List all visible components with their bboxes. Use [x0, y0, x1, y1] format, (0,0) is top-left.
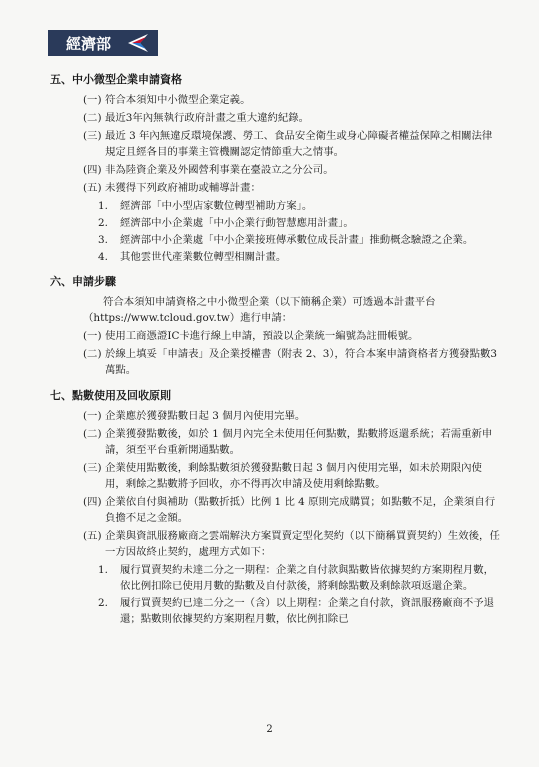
- item-text: 最近 3 年內無違反環境保護、勞工、食品安全衛生或身心障礙者權益保障之相關法律規定且經各目的事業主管機關認定情節重大之情事。: [105, 130, 493, 158]
- ministry-logo-icon: [126, 32, 150, 54]
- list-item: [83, 328, 500, 344]
- item-number: (一): [83, 410, 102, 422]
- sub-list-item: [98, 198, 500, 214]
- sub-list-item: [98, 232, 500, 248]
- item-number: 2.: [98, 597, 108, 609]
- item-number: (三): [83, 462, 102, 474]
- item-text: 企業獲發點數後，如於 1 個月內完全未使用任何點數，點數將返還系統；若需重新申請，須至平台重新開通點數。: [105, 428, 493, 456]
- item-number: 1.: [98, 200, 108, 212]
- item-text: 非為陸資企業及外國營利事業在臺設立之分公司。: [105, 164, 334, 176]
- page-number: 2: [266, 724, 273, 735]
- item-number: (四): [83, 496, 102, 508]
- list-item: [83, 92, 500, 108]
- sub-list-item: [98, 249, 500, 265]
- list-item: [83, 528, 500, 560]
- document-body: [50, 70, 500, 628]
- item-number: (五): [83, 530, 102, 542]
- item-text: 經濟部中小企業處「中小企業接班傳承數位成長計畫」推動概念驗證之企業。: [120, 234, 474, 246]
- list-item: [83, 128, 500, 160]
- item-text: 企業與資訊服務廠商之雲端解決方案買賣定型化契約（以下簡稱買賣契約）生效後，任一方因故終止契約，處理方式如下：: [105, 530, 500, 558]
- section-5-title: 五、中小微型企業申請資格: [50, 73, 182, 86]
- sub-list-item: [98, 215, 500, 231]
- item-number: (一): [83, 94, 102, 106]
- sub-list-item: [98, 595, 500, 627]
- item-number: 2.: [98, 217, 108, 229]
- sub-list-item: [98, 562, 500, 594]
- item-text: 於線上填妥「申請表」及企業授權書（附表 2、3），符合本案申請資格者方獲發點數3萬點。: [105, 348, 497, 376]
- item-number: (一): [83, 330, 102, 342]
- section-6-intro: 符合本須知申請資格之中小微型企業（以下簡稱企業）可透過本計畫平台（https://www.tcloud.gov.tw）進行申請：: [83, 296, 436, 324]
- item-text: 企業使用點數後，剩餘點數須於獲發點數日起 3 個月內使用完畢，如未於期限內使用，剩餘之點數將予回收，亦不得再次申請及使用剩餘點數。: [105, 462, 482, 490]
- list-item: [83, 408, 500, 424]
- item-text: 企業依自付與補助（點數折抵）比例 1 比 4 原則完成購買；如點數不足，企業須自行負擔不足之金額。: [105, 496, 496, 524]
- section-6-title: 六、申請步驟: [50, 275, 116, 288]
- item-text: 經濟部「中小型店家數位轉型補助方案」。: [120, 200, 313, 212]
- item-number: 1.: [98, 564, 108, 576]
- item-text: 經濟部中小企業處「中小企業行動智慧應用計畫」。: [120, 217, 354, 229]
- list-item: [83, 110, 500, 126]
- list-item: [83, 180, 500, 196]
- item-number: (三): [83, 130, 102, 142]
- ministry-label: 經濟部: [66, 34, 112, 53]
- item-text: 未獲得下列政府補助或輔導計畫：: [105, 182, 261, 194]
- item-text: 履行買賣契約已達二分之一（含）以上期程：企業之自付款，資訊服務廠商不予退還；點數則依據契約方案期程月數，依比例扣除已: [120, 597, 495, 625]
- item-number: 3.: [98, 234, 108, 246]
- list-item: [83, 346, 500, 378]
- item-number: (四): [83, 164, 102, 176]
- list-item: [83, 426, 500, 458]
- item-text: 符合本須知中小微型企業定義。: [105, 94, 251, 106]
- list-item: [83, 460, 500, 492]
- item-text: 最近3年內無執行政府計畫之重大違約紀錄。: [105, 112, 310, 124]
- list-item: [83, 162, 500, 178]
- item-number: (五): [83, 182, 102, 194]
- item-number: 4.: [98, 251, 108, 263]
- list-item: [83, 494, 500, 526]
- item-number: (二): [83, 112, 102, 124]
- item-text: 其他雲世代產業數位轉型相關計畫。: [120, 251, 287, 263]
- item-text: 履行買賣契約未達二分之一期程：企業之自付款與點數皆依據契約方案期程月數，依比例扣除已使用月數的點數及自付款後，將剩餘點數及剩餘款項返還企業。: [120, 564, 495, 592]
- item-text: 企業應於獲發點數日起 3 個月內使用完畢。: [105, 410, 306, 422]
- section-7-title: 七、點數使用及回收原則: [50, 389, 171, 402]
- item-number: (二): [83, 348, 102, 360]
- item-number: (二): [83, 428, 102, 440]
- item-text: 使用工商憑證IC卡進行線上申請，預設以企業統一編號為註冊帳號。: [105, 330, 419, 342]
